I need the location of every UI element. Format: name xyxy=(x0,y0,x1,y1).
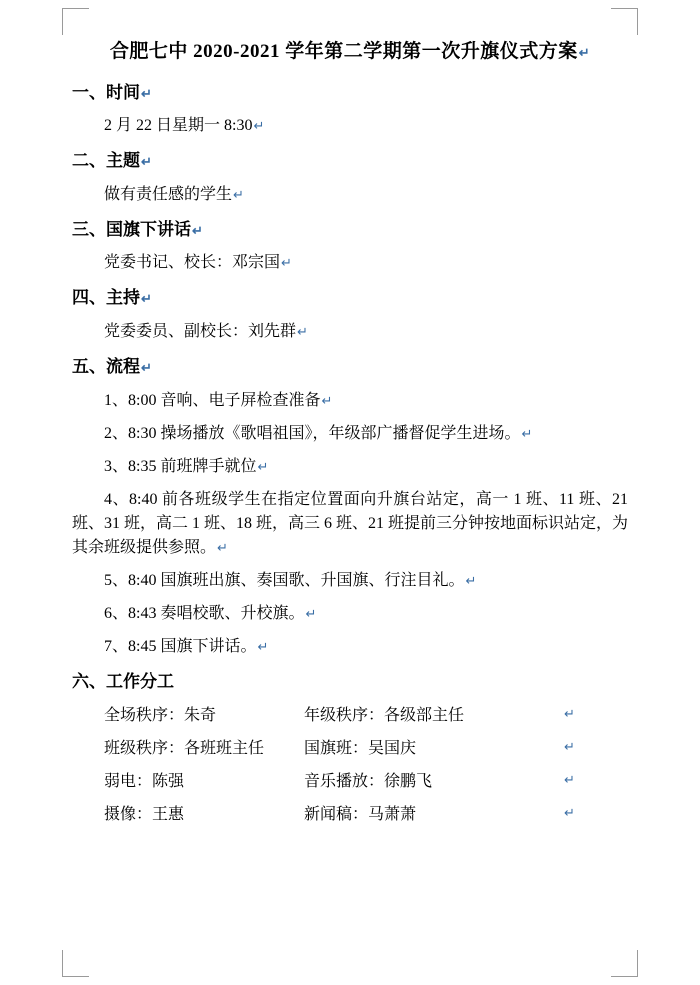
section-heading-procedure xyxy=(72,355,628,380)
crop-mark-bottom-left xyxy=(62,950,89,977)
crop-mark-bottom-right xyxy=(611,950,638,977)
paragraph-mark-icon: ↵ xyxy=(192,222,203,238)
duty-left: 摄像：王惠 xyxy=(104,806,185,824)
duty-left: 弱电：陈强 xyxy=(104,773,185,791)
section-heading-time xyxy=(72,81,628,106)
section-line-text: 1、8:00 音响、电子屏检查准备 xyxy=(104,391,321,409)
duty-row xyxy=(72,737,628,761)
section-line-text: 做有责任感的学生 xyxy=(104,185,233,203)
duty-row xyxy=(72,803,628,827)
paragraph-mark-icon: ↵ xyxy=(521,425,533,441)
section-heading-text: 二、主题 xyxy=(72,151,140,171)
duty-right: 年级秩序：各级部主任 xyxy=(304,707,465,725)
section-line xyxy=(72,320,628,344)
section-line xyxy=(72,422,628,446)
section-line-text: 党委书记、校长：邓宗国 xyxy=(104,254,281,272)
section-line-text: 6、8:43 奏唱校歌、升校旗。 xyxy=(104,604,305,622)
paragraph-mark-icon: ↵ xyxy=(564,772,575,788)
paragraph-mark-icon: ↵ xyxy=(253,118,265,134)
duties-table xyxy=(72,704,628,827)
paragraph-mark-icon: ↵ xyxy=(257,458,269,474)
section-line-text: 7、8:45 国旗下讲话。 xyxy=(104,637,257,655)
section-line-text: 2 月 22 日星期一 8:30 xyxy=(104,117,253,135)
duty-row xyxy=(72,704,628,728)
paragraph-mark-icon: ↵ xyxy=(141,291,152,307)
section-heading-text: 三、国旗下讲话 xyxy=(72,219,191,239)
duty-right: 国旗班：吴国庆 xyxy=(304,740,417,758)
paragraph-mark-icon: ↵ xyxy=(321,392,333,408)
paragraph-mark-icon: ↵ xyxy=(281,255,292,271)
section-heading-host xyxy=(72,286,628,311)
paragraph-mark-icon: ↵ xyxy=(564,805,575,821)
section-line xyxy=(72,251,628,275)
section-heading-theme xyxy=(72,149,628,174)
document-title xyxy=(72,38,628,67)
duty-left: 班级秩序：各班班主任 xyxy=(104,740,265,758)
section-line-text: 3、8:35 前班牌手就位 xyxy=(104,457,257,475)
duty-right: 音乐播放：徐鹏飞 xyxy=(304,773,433,791)
section-line xyxy=(72,569,628,593)
paragraph-mark-icon: ↵ xyxy=(564,739,575,755)
section-heading-flag-speech xyxy=(72,218,628,243)
section-line-text: 5、8:40 国旗班出旗、奏国歌、升国旗、行注目礼。 xyxy=(104,571,465,589)
section-line-text: 党委委员、副校长：刘先群 xyxy=(104,323,297,341)
section-line xyxy=(72,389,628,413)
paragraph-mark-icon: ↵ xyxy=(564,706,575,722)
section-heading-text: 五、流程 xyxy=(72,357,140,377)
section-line xyxy=(72,602,628,626)
section-line xyxy=(72,635,628,659)
paragraph-mark-icon: ↵ xyxy=(233,186,244,202)
paragraph-mark-icon: ↵ xyxy=(305,605,317,621)
document-body xyxy=(72,30,628,836)
paragraph-mark-icon: ↵ xyxy=(297,324,308,340)
section-heading-text: 一、时间 xyxy=(72,82,140,102)
paragraph-mark-icon: ↵ xyxy=(465,572,477,588)
section-line xyxy=(72,183,628,207)
duty-left: 全场秩序：朱奇 xyxy=(104,707,217,725)
section-line xyxy=(72,114,628,138)
section-line xyxy=(72,488,628,560)
duty-right: 新闻稿：马萧萧 xyxy=(304,806,417,824)
section-heading-text: 四、主持 xyxy=(72,288,140,308)
paragraph-mark-icon: ↵ xyxy=(257,638,269,654)
section-heading-duties xyxy=(72,670,628,695)
section-line xyxy=(72,455,628,479)
section-line-text: 4、8:40 前各班级学生在指定位置面向升旗台站定，高一 1 班、11 班、21 班、31 班，高二 1 班、18 班，高三 6 班、21 班提前三分钟按地面标识站定，为其余班级提供参照。 xyxy=(72,490,629,556)
paragraph-mark-icon: ↵ xyxy=(217,539,228,555)
document-title-text: 合肥七中 2020-2021 学年第二学期第一次升旗仪式方案 xyxy=(109,41,578,62)
paragraph-mark-icon: ↵ xyxy=(141,154,152,170)
duty-row xyxy=(72,770,628,794)
section-heading-text: 六、工作分工 xyxy=(72,671,174,691)
section-line-text: 2、8:30 操场播放《歌唱祖国》，年级部广播督促学生进场。 xyxy=(104,424,521,442)
paragraph-mark-icon: ↵ xyxy=(141,85,152,101)
paragraph-mark-icon: ↵ xyxy=(141,360,152,376)
paragraph-mark-icon: ↵ xyxy=(578,45,591,60)
